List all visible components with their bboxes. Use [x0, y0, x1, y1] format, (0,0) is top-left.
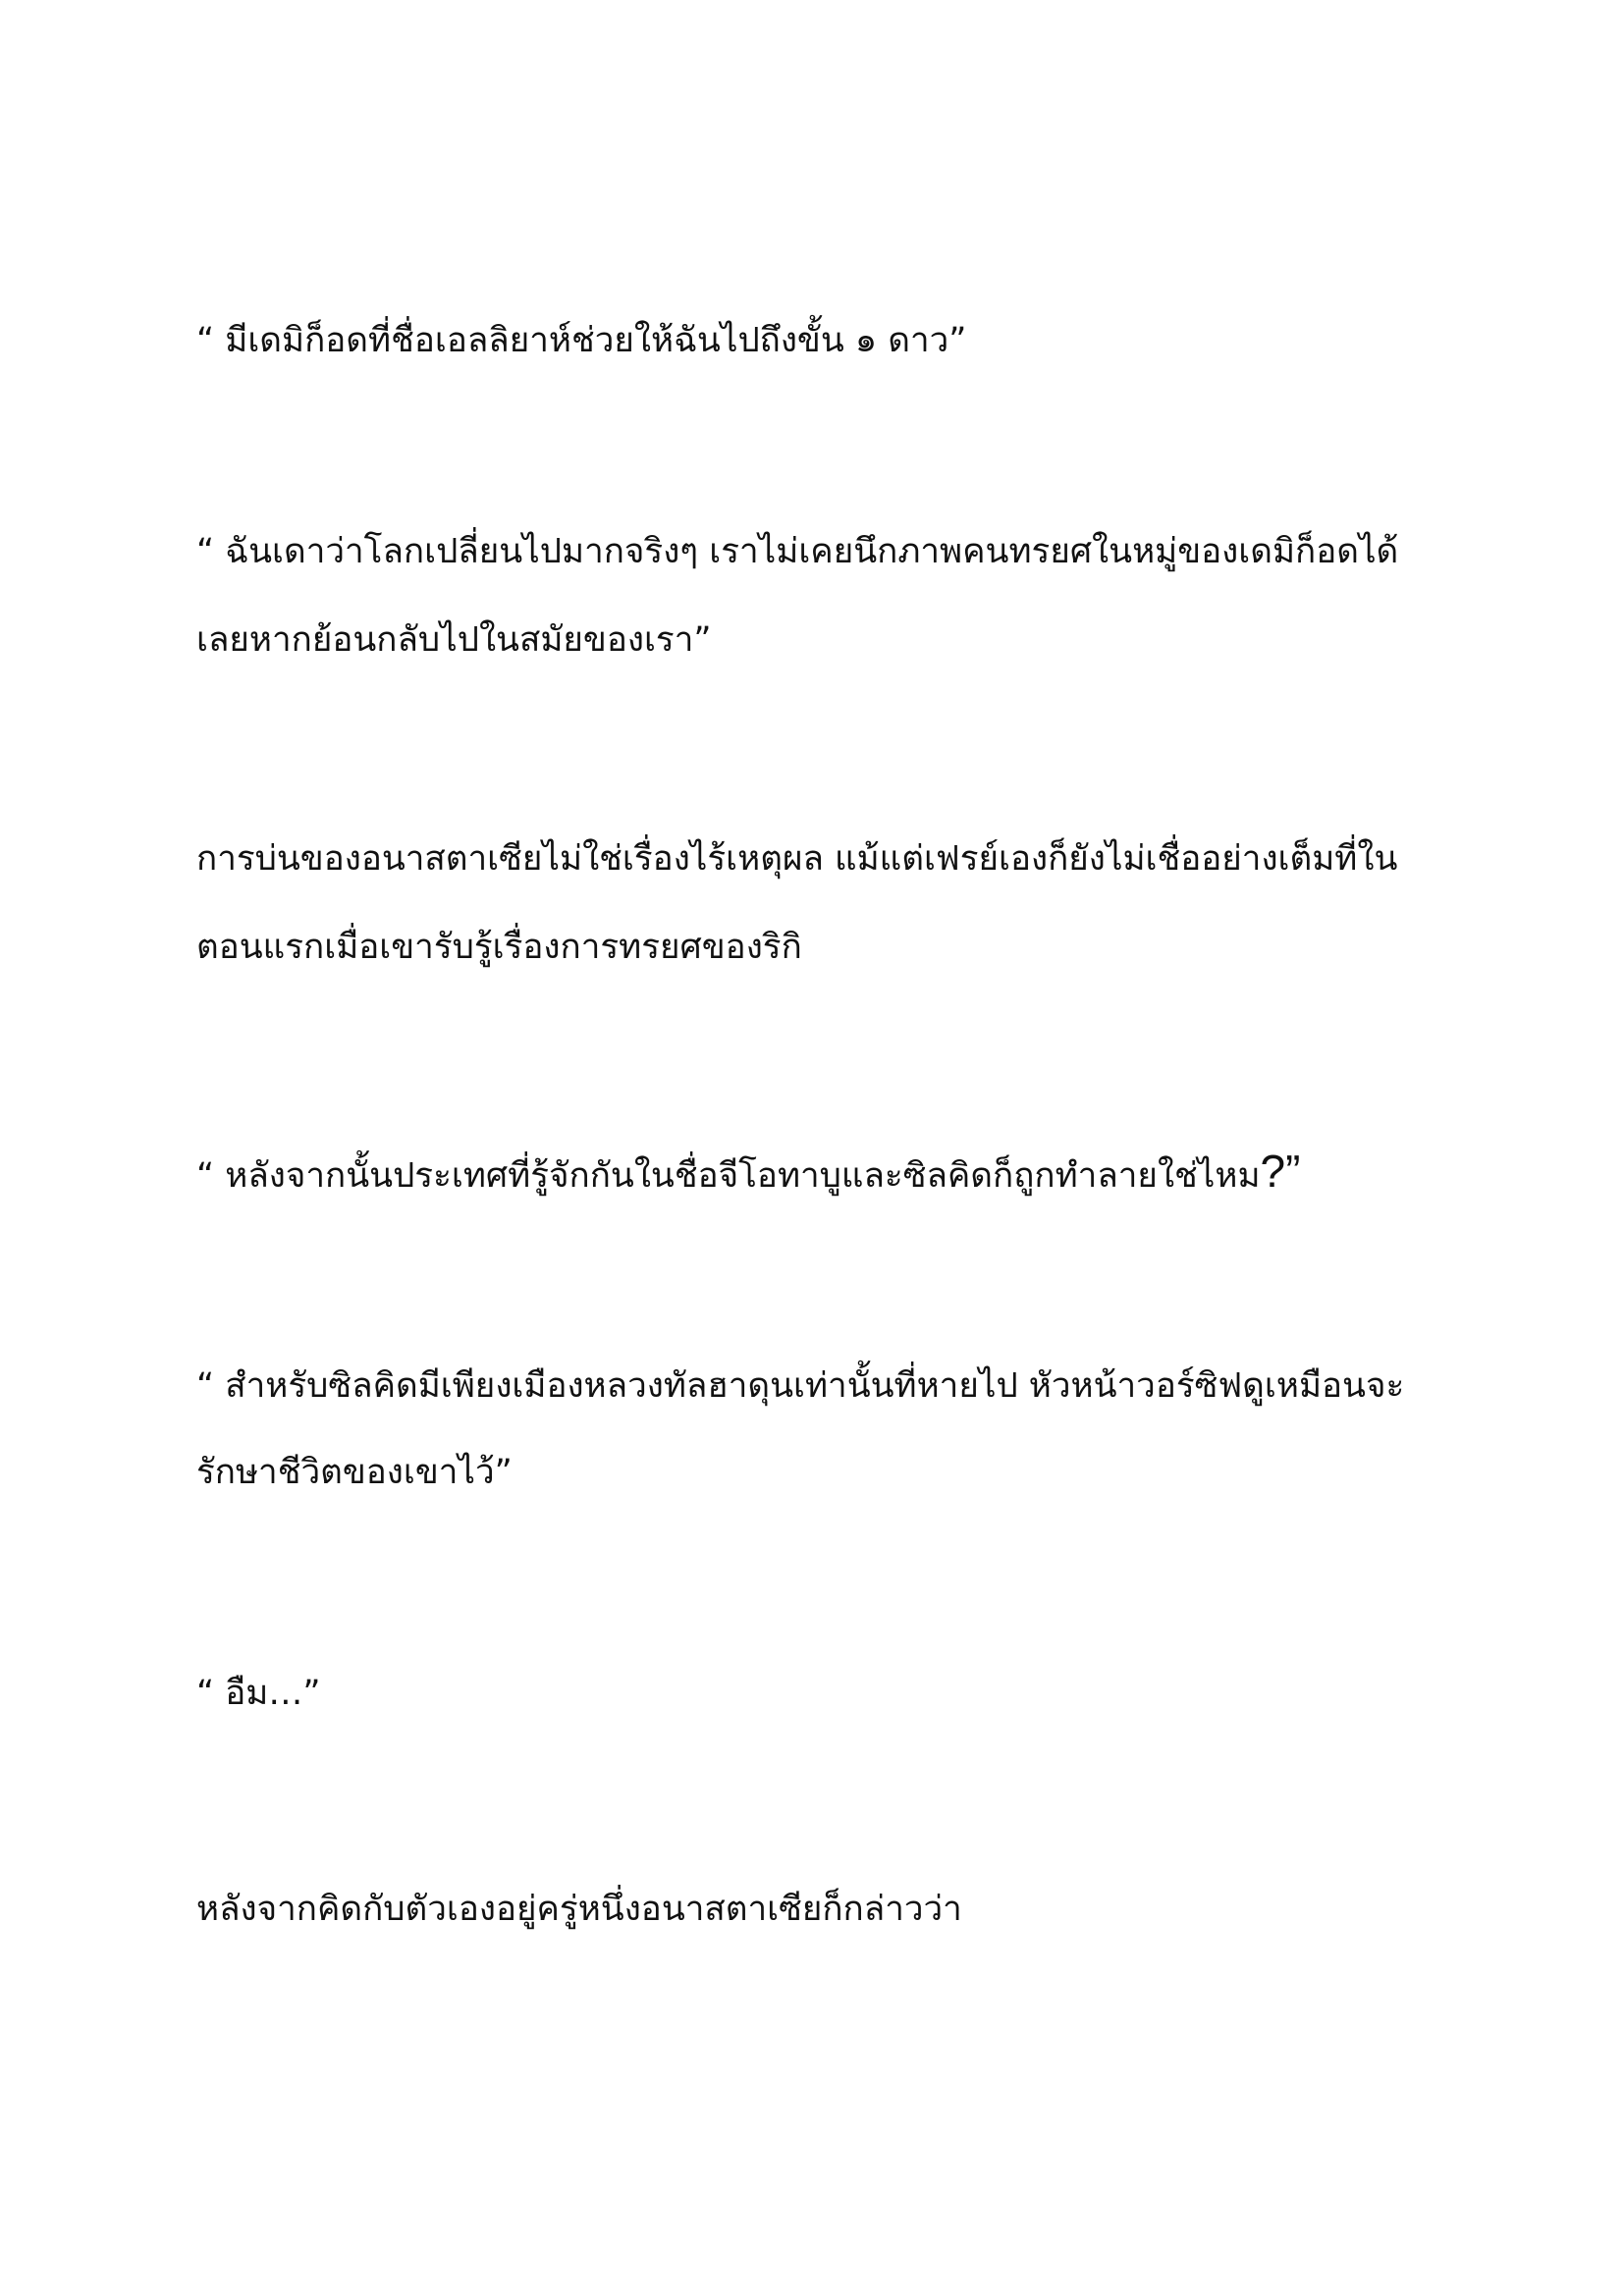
- paragraph-1-line-1: “ มีเดมิก็อดที่ชื่อเอลลิยาห์ช่วยให้ฉันไปถึงขั้น ๑ ดาว”: [196, 321, 967, 360]
- paragraph-4-closing-mark: ?”: [1260, 1146, 1301, 1197]
- paragraph-4-line-1: [196, 1146, 1301, 1197]
- paragraph-3-line-1: การบ่นของอนาสตาเซียไม่ใช่เรื่องไร้เหตุผล แม้แต่เฟรย์เองก็ยังไม่เชื่ออย่างเต็มที่ใน: [196, 839, 1398, 879]
- paragraph-6-line-1: “ อืม…”: [196, 1674, 321, 1713]
- paragraph-7-line-1: หลังจากคิดกับตัวเองอยู่ครู่หนึ่งอนาสตาเซียก็กล่าวว่า: [196, 1890, 962, 1929]
- paragraph-5-line-1: “ สำหรับซิลคิดมีเพียงเมืองหลวงทัลฮาดุนเท่านั้นที่หายไป หัวหน้าวอร์ซิฟดูเหมือนจะ: [196, 1366, 1405, 1406]
- paragraph-2-line-2: เลยหากย้อนกลับไปในสมัยของเรา”: [196, 620, 712, 660]
- paragraph-4-text: “ หลังจากนั้นประเทศที่รู้จักกันในชื่อจีโอทาบูและซิลคิดก็ถูกทำลายใช่ไหม: [196, 1156, 1261, 1196]
- paragraph-2-line-1: “ ฉันเดาว่าโลกเปลี่ยนไปมากจริงๆ เราไม่เคยนึกภาพคนทรยศในหมู่ของเดมิก็อดได้: [196, 532, 1399, 571]
- paragraph-3-line-2: ตอนแรกเมื่อเขารับรู้เรื่องการทรยศของริกิ: [196, 928, 802, 967]
- paragraph-5-line-2: รักษาชีวิตของเขาไว้”: [196, 1453, 513, 1492]
